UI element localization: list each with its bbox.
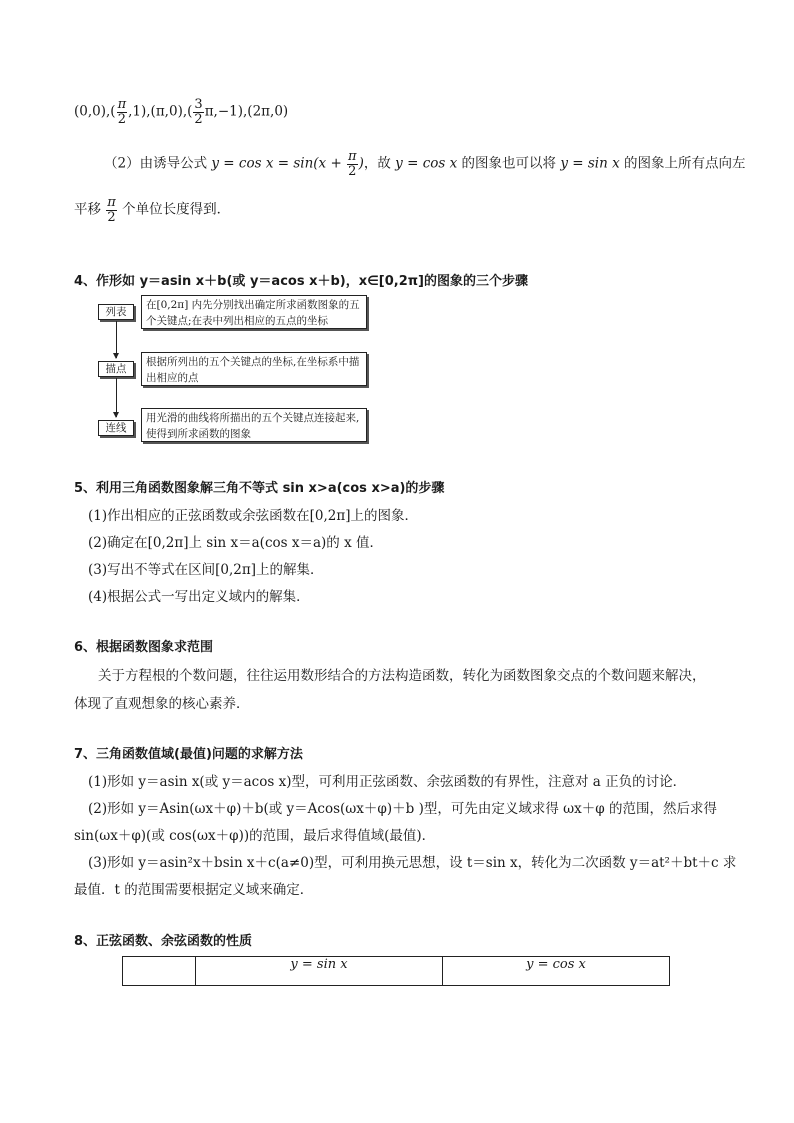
s6-line-2: 体现了直观想象的核心素养． xyxy=(74,696,250,712)
key-points-line xyxy=(74,98,288,126)
fraction-3-over-2: $\frac{3}{2}$ xyxy=(194,97,203,127)
fraction-pi-over-2: $\frac{\pi}{2}$ xyxy=(107,195,116,225)
flow-label-plot: 描点 xyxy=(98,361,134,377)
flow-step-list: 在[0,2π] 内先分别找出确定所求函数图象的五个关键点;在表中列出相应的五点的坐标 xyxy=(141,295,367,329)
s5-line-3: (3)写出不等式在区间[0,2π]上的解集． xyxy=(88,562,324,578)
flow-step-connect: 用光滑的曲线将所描出的五个关键点连接起来,使得到所求函数的图象 xyxy=(141,408,367,442)
table-header-cos: y = cos x xyxy=(443,957,670,986)
points-part-3: π,−1),(2π,0) xyxy=(204,103,289,120)
s7-line-3: sin(ωx＋φ)(或 cos(ωx＋φ))的范围，最后求得值域(最值)． xyxy=(74,828,436,844)
flow-label-connect: 连线 xyxy=(98,420,134,436)
item-2-line-2: 平移 $\frac{\pi}{2}$ 个单位长度得到． xyxy=(74,195,231,225)
points-part-2: ,1),(π,0),( xyxy=(128,103,193,120)
flow-arrow-1 xyxy=(116,321,117,358)
section-7-title: 7、三角函数值域(最值)问题的求解方法 xyxy=(74,747,303,762)
table-corner-cell xyxy=(123,957,196,986)
table-header-sin: y = sin x xyxy=(196,957,443,986)
fraction-pi-over-2: $\frac{\pi}{2}$ xyxy=(348,149,357,179)
table-header-row xyxy=(123,957,670,986)
points-part-1: (0,0),( xyxy=(74,103,116,120)
s5-line-1: (1)作出相应的正弦函数或余弦函数在[0,2π]上的图象． xyxy=(88,508,418,524)
s7-line-1: (1)形如 y＝asin x(或 y＝acos x)型，可利用正弦函数、余弦函数的有界性，注意对 a 正负的讨论． xyxy=(88,774,687,790)
section-6-title: 6、根据函数图象求范围 xyxy=(74,640,214,655)
flow-arrow-2 xyxy=(116,378,117,417)
s5-line-4: (4)根据公式一写出定义域内的解集． xyxy=(88,589,310,605)
s7-line-5: 最值．t 的范围需要根据定义域来确定． xyxy=(74,882,314,898)
item-2-line-1: （2）由诱导公式 y = cos x = sin(x + $\frac{\pi}{2}$ )，故 y = cos x 的图象也可以将 y = sin x 的图象上所有点向左 xyxy=(104,149,746,179)
s7-line-4: (3)形如 y＝asin²x＋bsin x＋c(a≠0)型，可利用换元思想，设 t＝sin x，转化为二次函数 y＝at²＋bt＋c 求 xyxy=(88,855,737,871)
fraction-pi-over-2: $\frac{\pi}{2}$ xyxy=(117,97,127,127)
section-8-title: 8、正弦函数、余弦函数的性质 xyxy=(74,934,253,949)
properties-table xyxy=(122,956,670,986)
flow-step-plot: 根据所列出的五个关键点的坐标,在坐标系中描出相应的点 xyxy=(141,352,367,386)
section-5-title: 5、利用三角函数图象解三角不等式 sin x>a(cos x>a)的步骤 xyxy=(74,481,445,496)
flow-label-list: 列表 xyxy=(98,304,134,320)
section-4-title: 4、作形如 y＝asin x＋b(或 y＝acos x＋b)，x∈[0,2π]的图象的三个步骤 xyxy=(74,274,528,289)
s5-line-2: (2)确定在[0,2π]上 sin x＝a(cos x＝a)的 x 值． xyxy=(88,535,383,551)
s7-line-2: (2)形如 y＝Asin(ωx＋φ)＋b(或 y＝Acos(ωx＋φ)＋b )型，可先由定义域求得 ωx＋φ 的范围，然后求得 xyxy=(88,801,717,817)
s6-line-1: 关于方程根的个数问题，往往运用数形结合的方法构造函数，转化为函数图象交点的个数问题来解决， xyxy=(98,668,706,684)
